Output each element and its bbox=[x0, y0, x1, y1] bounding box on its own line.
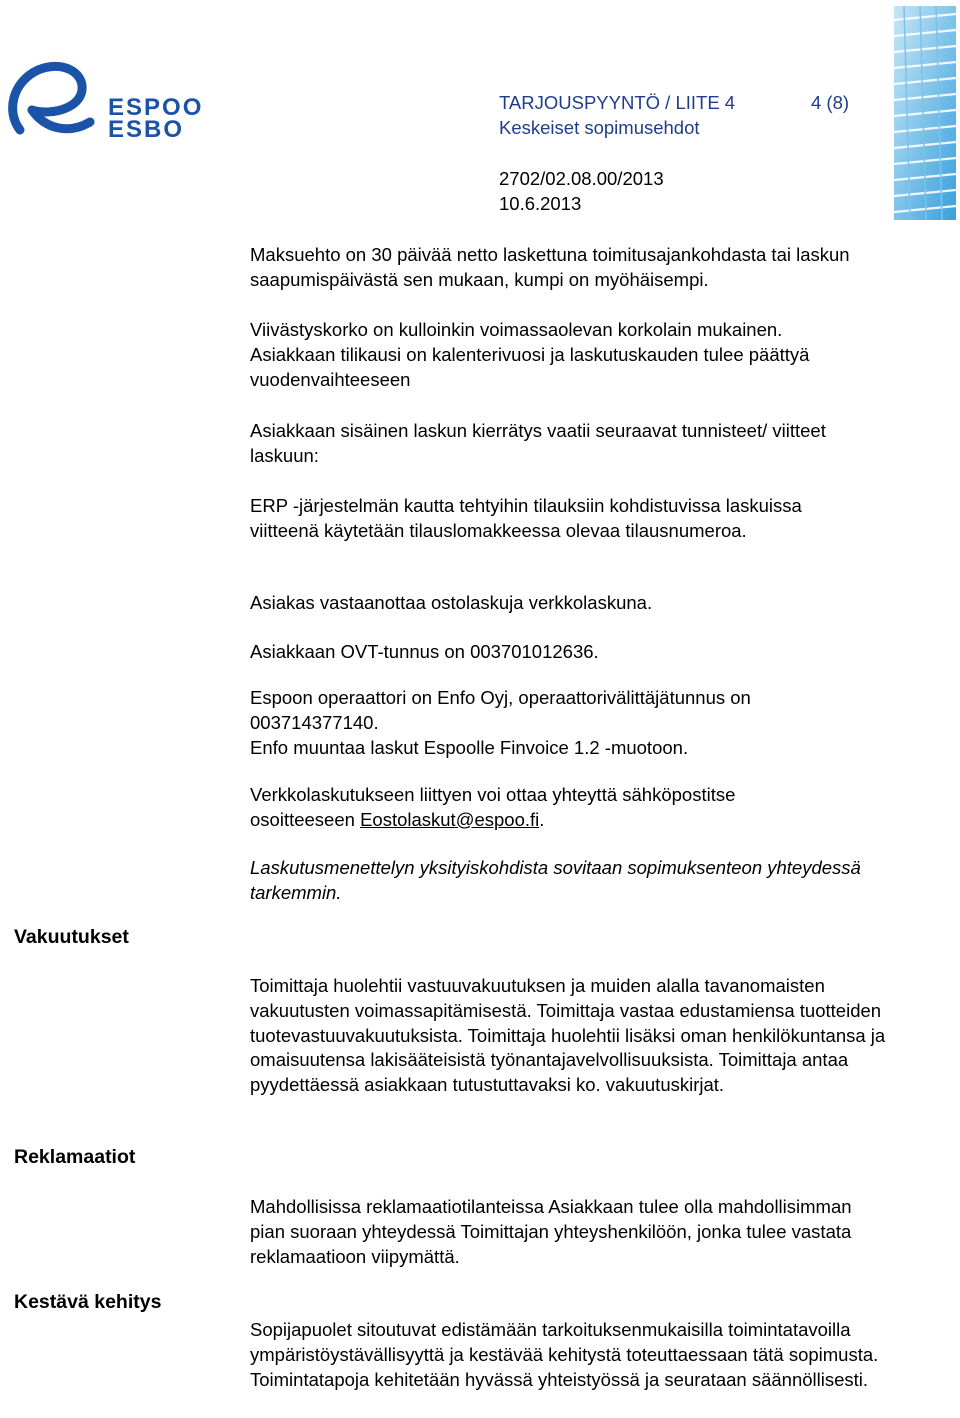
email-link[interactable]: Eostolaskut@espoo.fi bbox=[360, 808, 540, 830]
erp-reference-paragraph: ERP -järjestelmän kautta tehtyihin tilauksiin kohdistuvissa laskuissa viitteenä käytetään tilauslomakkeessa olevaa tilausnumeroa. bbox=[250, 495, 802, 541]
ovt-code-paragraph: Asiakkaan OVT-tunnus on 003701012636. bbox=[250, 641, 599, 662]
reference-number: 2702/02.08.00/2013 bbox=[499, 168, 664, 189]
complaints-paragraph: Mahdollisissa reklamaatiotilanteissa Asiakkaan tulee olla mahdollisimman pian suoraan yhteydessä Toimittajan yhteyshenkilöön, jonka tulee vastata reklamaatioon viipymättä. bbox=[250, 1196, 852, 1267]
decorative-stripes-icon bbox=[894, 6, 956, 220]
internal-routing-paragraph: Asiakkaan sisäinen laskun kierrätys vaatii seuraavat tunnisteet/ viitteet laskuun: bbox=[250, 420, 826, 466]
operator-paragraph: Espoon operaattori on Enfo Oyj, operaattorivälittäjätunnus on 003714377140. Enfo muuntaa laskut Espoolle Finvoice 1.2 -muotoon. bbox=[250, 687, 751, 758]
section-heading-insurance: Vakuutukset bbox=[14, 926, 129, 948]
payment-terms-paragraph: Maksuehto on 30 päivää netto laskettuna toimitusajankohdasta tai laskun saapumispäivästä sen mukaan, kumpi on myöhäisempi. bbox=[250, 244, 850, 290]
insurance-paragraph: Toimittaja huolehtii vastuuvakuutuksen ja muiden alalla tavanomaisten vakuutusten voimassapitämisestä. Toimittaja vastaa edustamiensa tuotteiden tuotevastuuvakuutuksista. Toimittaja huolehtii lisäksi oman henkilökuntansa ja omaisuutensa lakisääteisistä työnantajavelvollisuuksista. Toimittaja antaa pyydettäessä asiakkaan tutustuttavaksi ko. vakuutuskirjat. bbox=[250, 975, 886, 1096]
contact-paragraph: Verkkolaskutukseen liittyen voi ottaa yhteyttä sähköpostitse osoitteeseen Eostolaskut@espoo.fi. bbox=[250, 784, 736, 830]
invoicing-details-paragraph: Laskutusmenettelyn yksityiskohdista sovitaan sopimuksenteon yhteydessä tarkemmin. bbox=[250, 857, 861, 903]
e-invoice-paragraph: Asiakas vastaanottaa ostolaskuja verkkolaskuna. bbox=[250, 592, 653, 613]
late-interest-paragraph: Viivästyskorko on kulloinkin voimassaolevan korkolain mukainen. bbox=[250, 319, 783, 340]
fiscal-year-paragraph: Asiakkaan tilikausi on kalenterivuosi ja laskutuskauden tulee päättyä vuodenvaihteeseen bbox=[250, 344, 810, 390]
logo-text-esbo: ESBO bbox=[108, 116, 185, 143]
section-heading-complaints: Reklamaatiot bbox=[14, 1146, 136, 1168]
section-heading-sustainability: Kestävä kehitys bbox=[14, 1291, 162, 1313]
document-date: 10.6.2013 bbox=[499, 193, 582, 214]
logo-text-espoo: ESPOO bbox=[108, 94, 204, 121]
espoo-logo-icon bbox=[6, 60, 96, 150]
document-title: TARJOUSPYYNTÖ / LIITE 4 bbox=[499, 92, 736, 113]
sustainability-paragraph: Sopijapuolet sitoutuvat edistämään tarkoituksenmukaisilla toimintatavoilla ympäristöystävällisyyttä ja kestävää kehitystä toteuttaessaan tätä sopimusta. Toimintatapoja kehitetään hyvässä yhteistyössä ja seurataan säännöllisesti. bbox=[250, 1319, 879, 1390]
page-number: 4 (8) bbox=[811, 92, 850, 113]
document-subtitle: Keskeiset sopimusehdot bbox=[499, 117, 700, 138]
